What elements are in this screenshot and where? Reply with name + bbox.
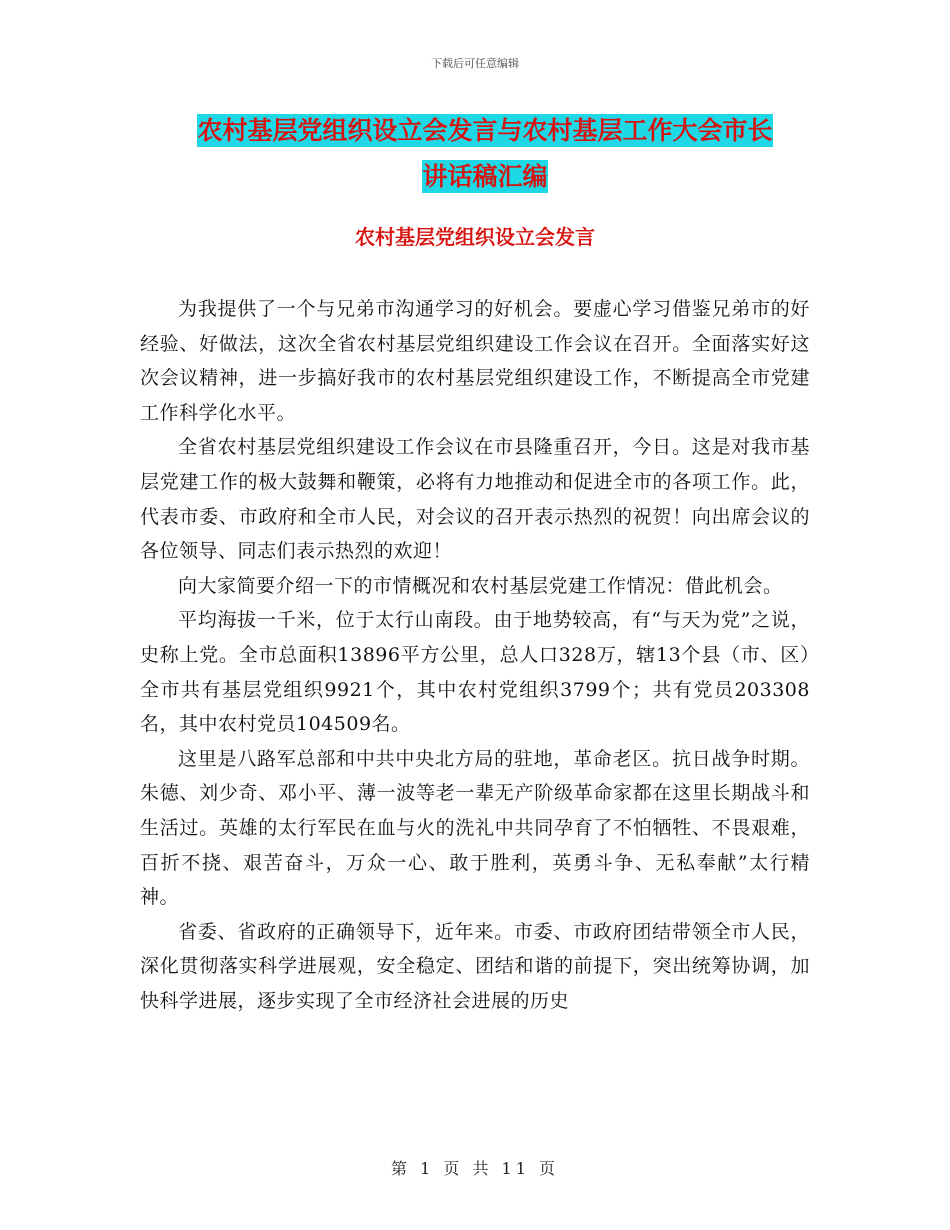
paragraph: 省委、省政府的正确领导下，近年来。市委、市政府团结带领全市人民，深化贯彻落实科学进展观，安全稳定、团结和谐的前提下，突出统筹协调，加快科学进展，逐步实现了全市经济社会进展的历史 (140, 920, 810, 1012)
header-note: 下载后可任意编辑 (431, 57, 519, 70)
page-footer: 第 1 页 共 11 页 (391, 1159, 559, 1178)
paragraph: 平均海拔一千米，位于太行山南段。由于地势较高，有“与天为党”之说，史称上党。全市总面积13896平方公里，总人口328万，辖13个县（市、区）全市共有基层党组织9921个，其中农村党组织3799个；共有党员203308名，其中农村党员104509名。 (140, 609, 810, 736)
body-text (140, 292, 810, 1018)
paragraph: 向大家简要介绍一下的市情概况和农村基层党建工作情况：借此机会。 (178, 574, 783, 597)
paragraph: 这里是八路军总部和中共中央北方局的驻地，革命老区。抗日战争时期。朱德、刘少奇、邓小平、薄一波等老一辈无产阶级革命家都在这里长期战斗和生活过。英雄的太行军民在血与火的洗礼中共同孕育了不怕牺牲、不畏艰难，百折不挠、艰苦奋斗，万众一心、敢于胜利，英勇斗争、无私奉献”太行精神。 (140, 747, 810, 909)
document-title-line2: 讲话稿汇编 (422, 162, 548, 191)
section-title: 农村基层党组织设立会发言 (355, 225, 595, 249)
paragraph: 全省农村基层党组织建设工作会议在市县隆重召开，今日。这是对我市基层党建工作的极大鼓舞和鞭策，必将有力地推动和促进全市的各项工作。此，代表市委、市政府和全市人民，对会议的召开表示热烈的祝贺！向出席会议的各位领导、同志们表示热烈的欢迎！ (140, 436, 810, 563)
document-title-line1: 农村基层党组织设立会发言与农村基层工作大会市长 (197, 116, 773, 145)
document-title (140, 108, 830, 200)
paragraph: 为我提供了一个与兄弟市沟通学习的好机会。要虚心学习借鉴兄弟市的好经验、好做法，这次全省农村基层党组织建设工作会议在召开。全面落实好这次会议精神，进一步搞好我市的农村基层党组织建设工作，不断提高全市党建工作科学化水平。 (140, 298, 810, 424)
